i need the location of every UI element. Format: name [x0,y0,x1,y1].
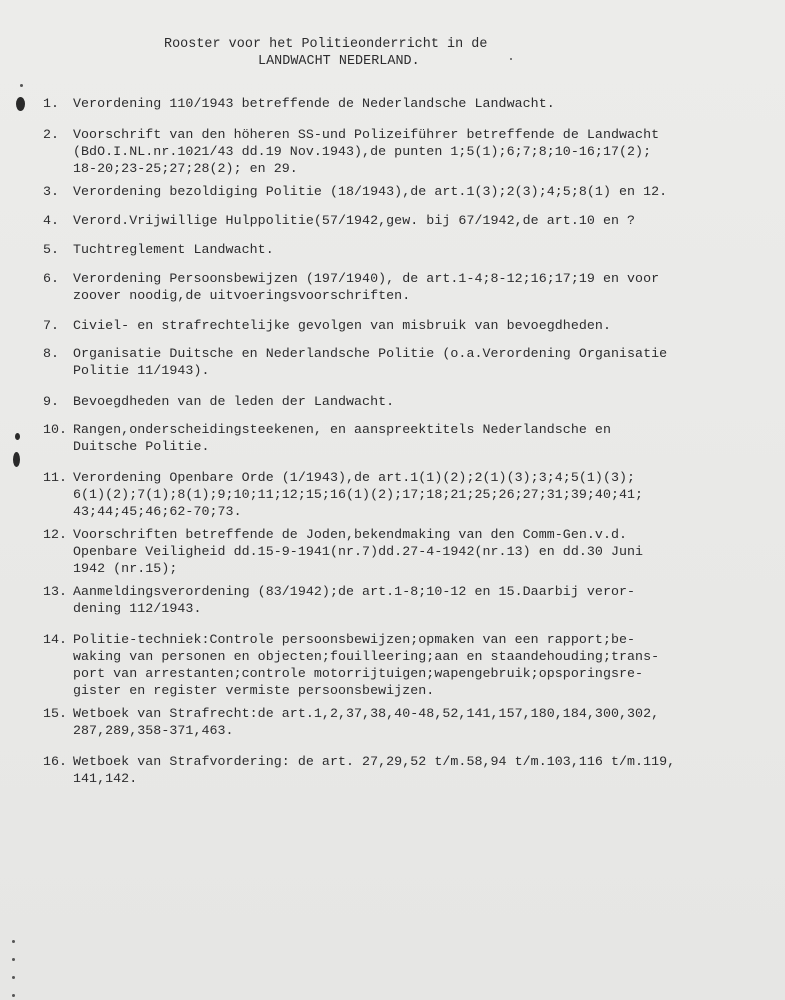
item-text [73,212,773,229]
list-item [43,317,773,334]
item-text-line: Politie-techniek:Controle persoonsbewijzen;opmaken van een rapport;be- [73,632,636,647]
item-number: 8. [43,346,60,361]
item-text-line: 6(1)(2);7(1);8(1);9;10;11;12;15;16(1)(2);17;18;21;25;26;27;31;39;40;41; [73,487,644,502]
item-text [73,583,773,617]
item-text-line: port van arrestanten;controle motorrijtuigen;wapengebruik;opsporingsre- [73,666,644,681]
list-item [43,393,773,410]
item-text [73,421,773,455]
item-number: 12. [43,527,68,542]
item-number: 5. [43,242,60,257]
item-text-line: Bevoegdheden van de leden der Landwacht. [73,394,395,409]
item-number: 1. [43,96,60,111]
punch-hole-mark [15,433,20,440]
margin-speck [12,994,15,997]
item-text [73,469,773,520]
item-number: 7. [43,318,60,333]
item-number: 2. [43,127,60,142]
list-item [43,183,773,200]
list-item [43,631,773,699]
list-item [43,241,773,258]
item-text-line: Voorschrift van den höheren SS-und Polizeiführer betreffende de Landwacht [73,127,660,142]
margin-speck [20,84,23,87]
item-number: 3. [43,184,60,199]
item-text-line: Wetboek van Strafvordering: de art. 27,29,52 t/m.58,94 t/m.103,116 t/m.119, [73,754,676,769]
item-text-line: gister en register vermiste persoonsbewijzen. [73,683,435,698]
margin-speck [12,976,15,979]
item-text [73,753,773,787]
list-item [43,345,773,379]
item-text-line: Verordening 110/1943 betreffende de Nederlandsche Landwacht. [73,96,555,111]
item-text-line: 1942 (nr.15); [73,561,178,576]
item-text-line: zoover noodig,de uitvoeringsvoorschriften. [73,288,411,303]
item-text [73,241,773,258]
list-item [43,126,773,177]
item-text-line: 287,289,358-371,463. [73,723,234,738]
item-text-line: Rangen,onderscheidingsteekenen, en aanspreektitels Nederlandsche en [73,422,611,437]
list-item [43,469,773,520]
item-text-line: Wetboek van Strafrecht:de art.1,2,37,38,40-48,52,141,157,180,184,300,302, [73,706,660,721]
item-text [73,345,773,379]
title-line-2: LANDWACHT NEDERLAND. [258,54,420,69]
item-text [73,95,773,112]
item-text-line: Verordening bezoldiging Politie (18/1943),de art.1(3);2(3);4;5;8(1) en 12. [73,184,668,199]
item-text [73,631,773,699]
item-number: 16. [43,754,68,769]
item-text [73,317,773,334]
item-text [73,393,773,410]
list-item [43,753,773,787]
document-title [0,36,785,70]
item-number: 15. [43,706,68,721]
item-text-line: Aanmeldingsverordening (83/1942);de art.1-8;10-12 en 15.Daarbij veror- [73,584,636,599]
item-text-line: 43;44;45;46;62-70;73. [73,504,242,519]
item-text [73,183,773,200]
list-item [43,705,773,739]
item-text-line: dening 112/1943. [73,601,202,616]
item-number: 13. [43,584,68,599]
item-text-line: Civiel- en strafrechtelijke gevolgen van misbruik van bevoegdheden. [73,318,611,333]
margin-speck [12,958,15,961]
item-text-line: Verordening Openbare Orde (1/1943),de art.1(1)(2);2(1)(3);3;4;5(1)(3); [73,470,636,485]
item-text-line: Duitsche Politie. [73,439,210,454]
list-item [43,270,773,304]
item-number: 6. [43,271,60,286]
item-text-line: Voorschriften betreffende de Joden,bekendmaking van den Comm-Gen.v.d. [73,527,628,542]
list-item [43,421,773,455]
item-text [73,270,773,304]
item-text-line: Organisatie Duitsche en Nederlandsche Politie (o.a.Verordening Organisatie [73,346,668,361]
item-text [73,126,773,177]
item-text [73,526,773,577]
list-item [43,212,773,229]
item-text-line: Openbare Veiligheid dd.15-9-1941(nr.7)dd.27-4-1942(nr.13) en dd.30 Juni [73,544,644,559]
item-text-line: Verord.Vrijwillige Hulppolitie(57/1942,gew. bij 67/1942,de art.10 en ? [73,213,636,228]
item-text-line: 18-20;23-25;27;28(2); en 29. [73,161,298,176]
item-number: 14. [43,632,68,647]
list-item [43,526,773,577]
item-number: 9. [43,394,60,409]
margin-speck [12,940,15,943]
list-item [43,95,773,112]
title-line-1: Rooster voor het Politieonderricht in de [164,37,488,52]
item-number: 11. [43,470,68,485]
item-number: 4. [43,213,60,228]
item-text-line: (BdO.I.NL.nr.1021/43 dd.19 Nov.1943),de punten 1;5(1);6;7;8;10-16;17(2); [73,144,652,159]
list-item [43,583,773,617]
item-number: 10. [43,422,68,437]
punch-hole-mark [13,452,20,467]
item-text-line: Politie 11/1943). [73,363,210,378]
item-text-line: Verordening Persoonsbewijzen (197/1940), de art.1-4;8-12;16;17;19 en voor [73,271,660,286]
item-text-line: Tuchtreglement Landwacht. [73,242,274,257]
item-text-line: waking van personen en objecten;fouilleering;aan en staandehouding;trans- [73,649,660,664]
item-text-line: 141,142. [73,771,138,786]
punch-hole-mark [16,97,25,111]
item-text [73,705,773,739]
